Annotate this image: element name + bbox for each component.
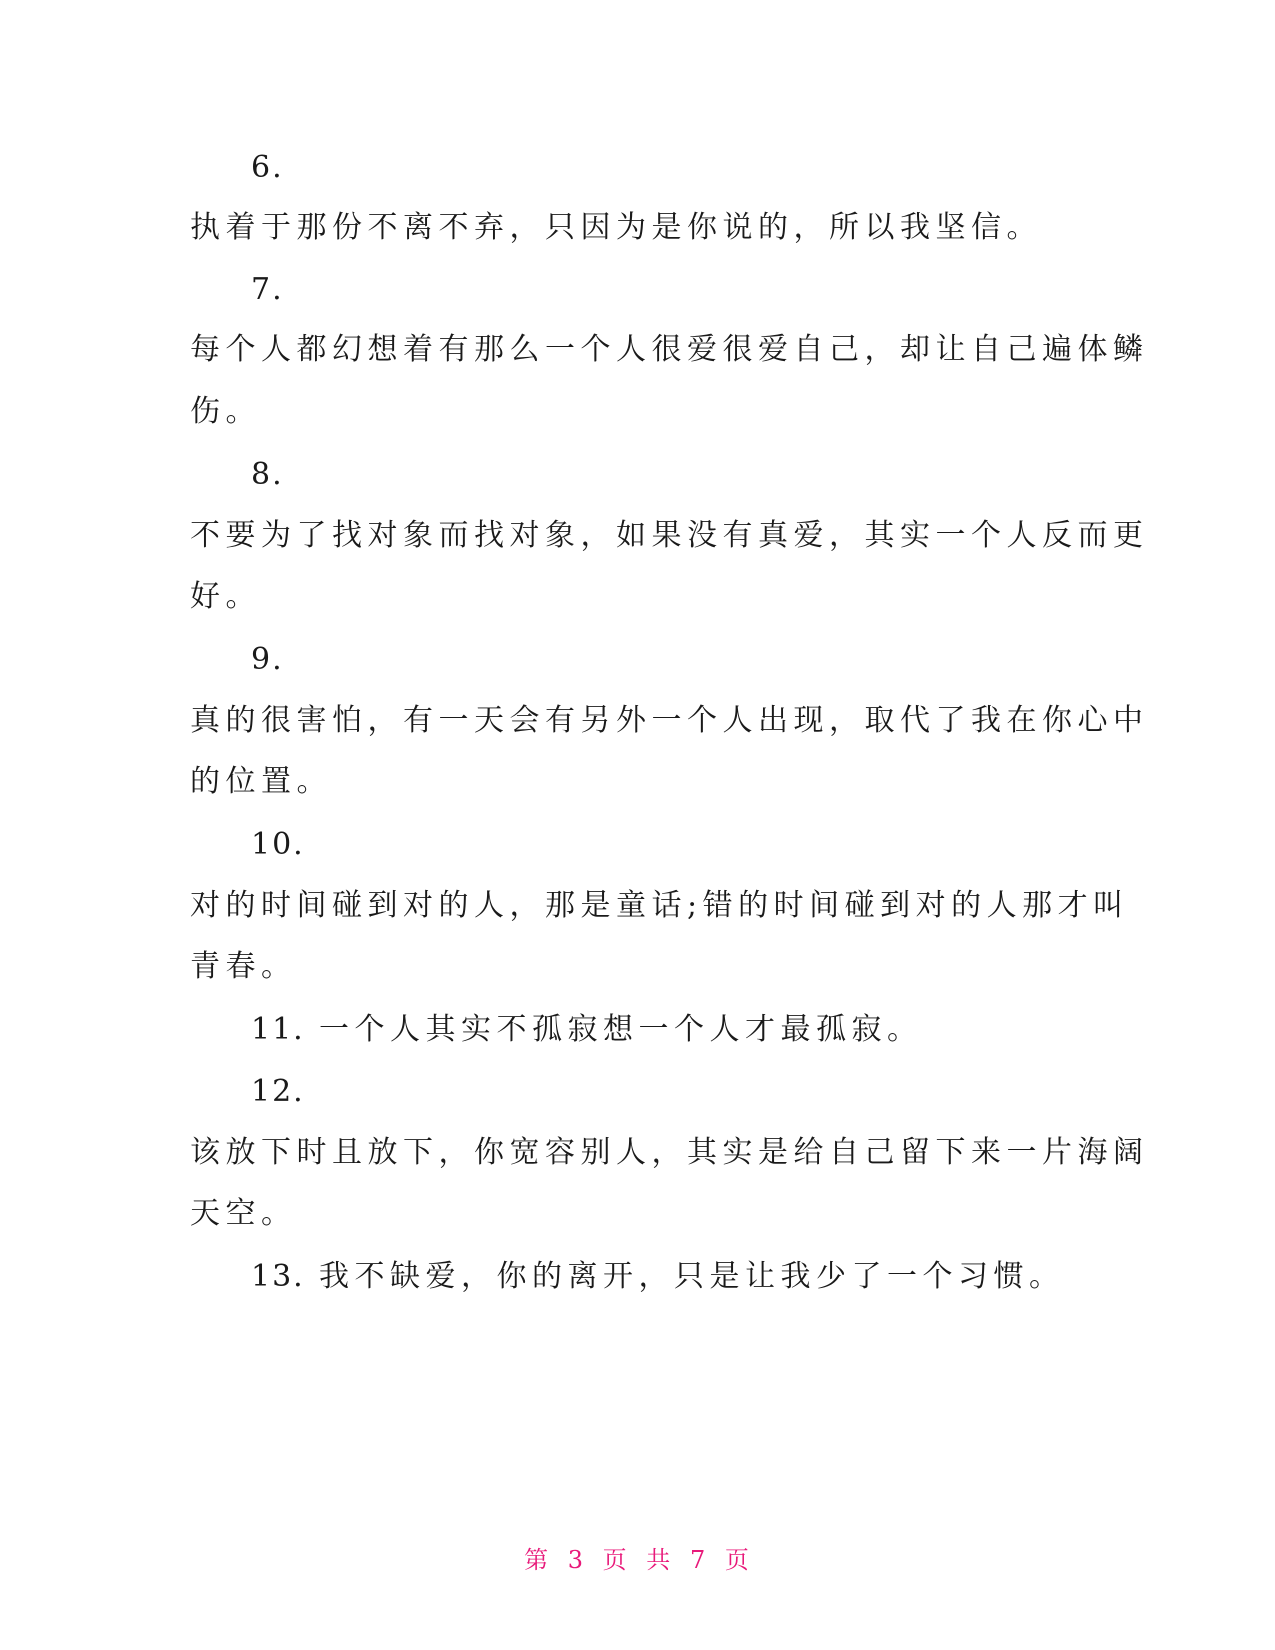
item-number-10: 10. bbox=[251, 827, 305, 862]
item-text-line: 执着于那份不离不弃，只因为是你说的，所以我坚信。 bbox=[190, 210, 1042, 245]
item-number-11: 11. bbox=[251, 1012, 305, 1047]
item-text-line: 青春。 bbox=[190, 949, 297, 984]
item-number-12: 12. bbox=[251, 1074, 305, 1109]
item-text-line: 伤。 bbox=[190, 394, 261, 429]
item-text-line: 天空。 bbox=[190, 1196, 297, 1231]
item-text-line: 的位置。 bbox=[190, 764, 332, 799]
item-number-6: 6. bbox=[251, 150, 284, 185]
item-text-line: 真的很害怕，有一天会有另外一个人出现，取代了我在你心中 bbox=[190, 703, 1149, 738]
item-text-line: 好。 bbox=[190, 579, 261, 614]
page-footer: 第 3 页 共 7 页 bbox=[524, 1546, 751, 1574]
item-number-7: 7. bbox=[251, 272, 284, 307]
item-text-line: 该放下时且放下，你宽容别人，其实是给自己留下来一片海阔 bbox=[190, 1135, 1149, 1170]
item-text-line: 我不缺爱，你的离开，只是让我少了一个习惯。 bbox=[319, 1259, 1065, 1294]
item-text-line: 一个人其实不孤寂想一个人才最孤寂。 bbox=[319, 1012, 923, 1047]
item-number-13: 13. bbox=[251, 1259, 305, 1294]
item-text-line: 不要为了找对象而找对象，如果没有真爱，其实一个人反而更 bbox=[190, 518, 1149, 553]
item-number-8: 8. bbox=[251, 457, 284, 492]
item-13 bbox=[251, 1257, 1065, 1297]
item-11 bbox=[251, 1010, 923, 1050]
item-number-9: 9. bbox=[251, 642, 284, 677]
item-text-line: 每个人都幻想着有那么一个人很爱很爱自己，却让自己遍体鳞 bbox=[190, 332, 1149, 367]
item-text-line: 对的时间碰到对的人，那是童话;错的时间碰到对的人那才叫 bbox=[190, 888, 1129, 923]
